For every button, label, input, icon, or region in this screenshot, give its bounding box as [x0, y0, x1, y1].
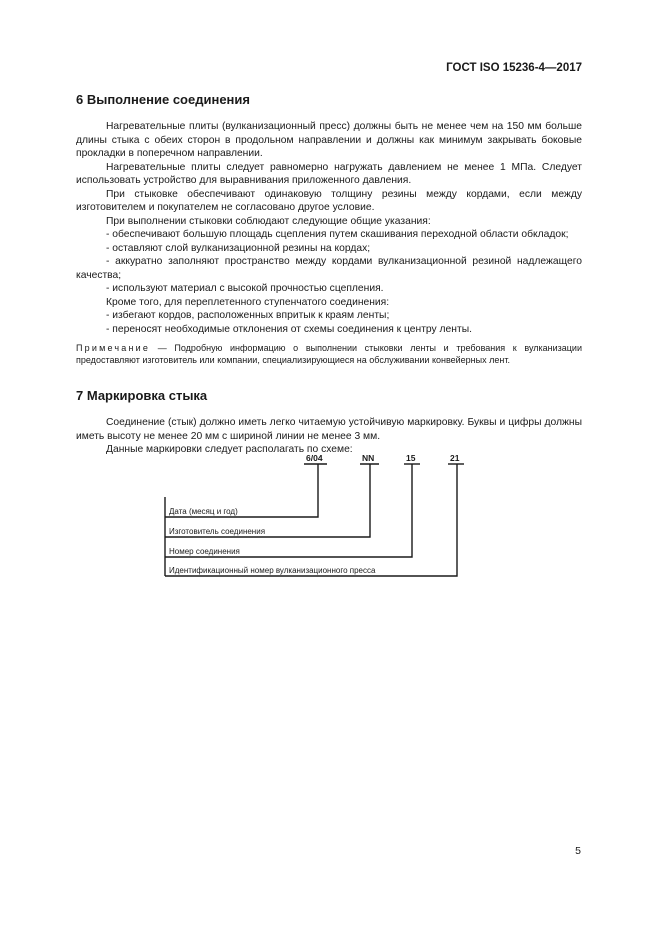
page-number: 5	[575, 845, 581, 857]
list-item: - используют материал с высокой прочностью сцепления.	[106, 283, 384, 294]
list-item: - переносят необходимые отклонения от схемы соединения к центру ленты.	[106, 323, 472, 335]
note-text: — Подробную информацию о выполнении стыковки ленты и требования к вулканизации предоставляют изготовитель или компании, специализирующиеся на обслуживании конвейерных лент.	[76, 343, 582, 365]
paragraph: При стыковке обеспечивают одинаковую толщину резины между кордами, если между изготовителем и покупателем не согласовано другое условие.	[76, 188, 582, 213]
document-code: ГОСТ ISO 15236-4—2017	[446, 62, 582, 74]
paragraph: Нагревательные плиты (вулканизационный пресс) должны быть не менее чем на 150 мм больше длины стыка с обеих сторон в продольном направлении и должны как минимум закрывать боковые прокладки в поперечном направлении.	[76, 121, 582, 159]
diagram-code-press: 21	[450, 453, 460, 463]
list-item: - избегают кордов, расположенных впритык к краям ленты;	[106, 310, 390, 321]
paragraph: При выполнении стыковки соблюдают следующие общие указания:	[106, 215, 431, 227]
note-label: Примечание	[76, 343, 151, 353]
diagram-code-number: 15	[406, 453, 416, 463]
section-7-title: 7 Маркировка стыка	[76, 388, 208, 403]
diagram-label-date: Дата (месяц и год)	[169, 507, 238, 516]
list-item: - обеспечивают большую площадь сцепления путем скашивания переходной области обкладок;	[106, 229, 569, 240]
paragraph: Данные маркировки следует располагать по схеме:	[106, 444, 353, 455]
diagram-label-number: Номер соединения	[169, 547, 240, 556]
paragraph: Кроме того, для переплетенного ступенчатого соединения:	[106, 296, 390, 308]
paragraph: Соединение (стык) должно иметь легко читаемую устойчивую маркировку. Буквы и цифры должны иметь высоту не менее 20 мм с шириной линии не менее 3 мм.	[76, 417, 582, 442]
diagram-label-maker: Изготовитель соединения	[169, 527, 266, 536]
list-item: - оставляют слой вулканизационной резины на кордах;	[106, 242, 371, 254]
diagram-label-press: Идентификационный номер вулканизационного пресса	[169, 566, 376, 575]
diagram-code-date: 6/04	[306, 453, 323, 463]
list-item: - аккуратно заполняют пространство между кордами вулканизационной резиной надлежащего качества;	[76, 256, 582, 281]
leader-press	[165, 464, 457, 576]
section-6-title: 6 Выполнение соединения	[76, 92, 250, 107]
paragraph: Нагревательные плиты следует равномерно нагружать давлением не менее 1 МПа. Следует использовать устройство для выравнивания приложенного давления.	[76, 161, 582, 186]
diagram-code-maker: NN	[362, 453, 375, 463]
